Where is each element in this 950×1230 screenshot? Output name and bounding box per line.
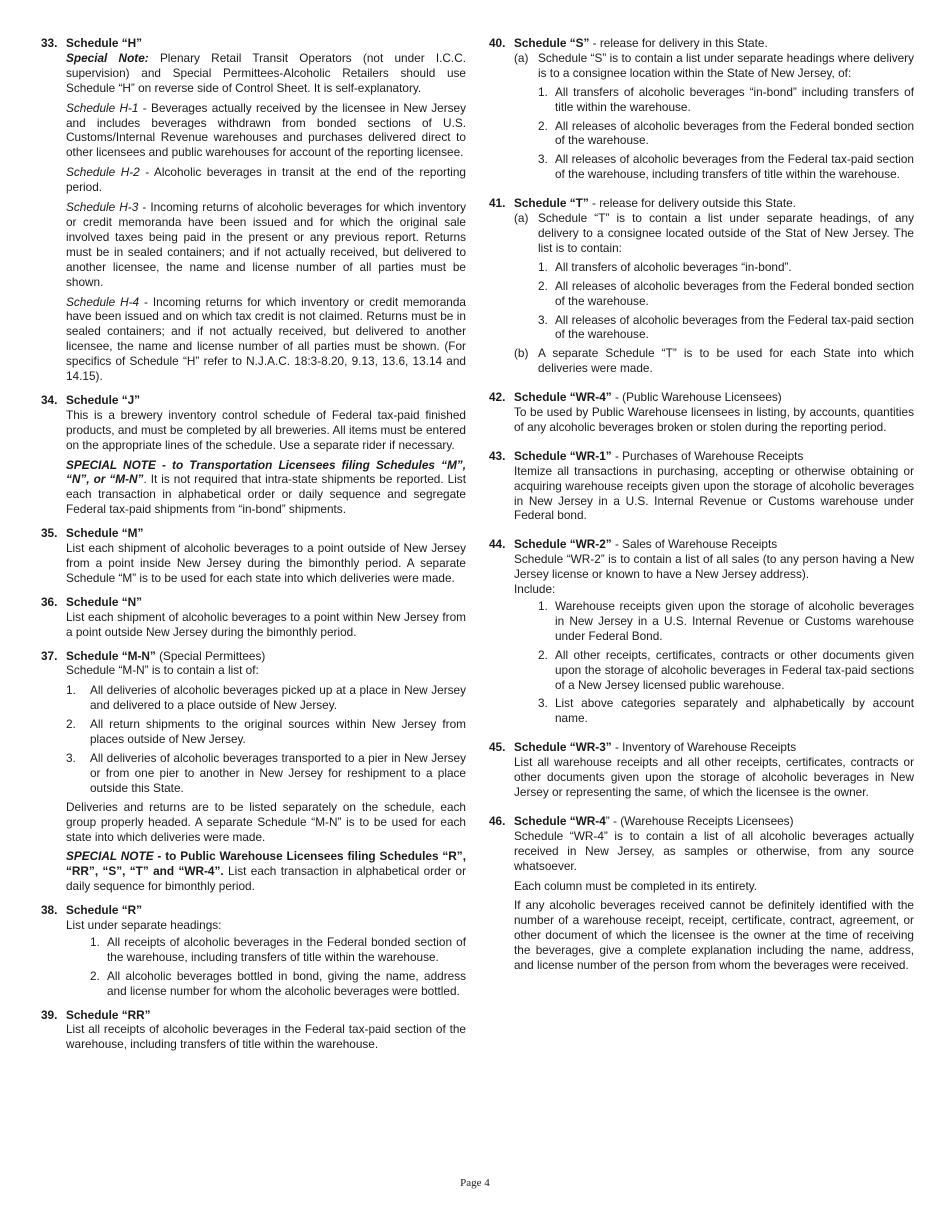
section-text: List each shipment of alcoholic beverages to a point outside of New Jersey from a point inside New Jersey during the bimonthly period. A separate Schedule “M” is to be used for each state into which deliveries were made. [66,541,466,585]
list-item: 1. All receipts of alcoholic beverages in the Federal bonded section of the warehouse, including transfers of title within the warehouse. [90,934,466,964]
section-number: 35. [41,526,58,541]
section-text: List all warehouse receipts and all other receipts, certificates, contracts or other documents given upon the storage of alcoholic beverages in New Jersey or representing the same, of which the licensee is the owner. [514,755,914,799]
list-item: 2. All return shipments to the original sources within New Jersey from places outside of New Jersey. [66,717,466,747]
section-34 [41,393,466,517]
section-45 [489,740,914,800]
list-item: 2. All alcoholic beverages bottled in bond, giving the name, address and license number for whom the alcoholic beverages were bottled. [90,968,466,998]
list-item-b: (b) A separate Schedule “T” is to be used for each State into which deliveries were made. [514,346,914,376]
section-title: Schedule “WR-1” - Purchases of Warehouse Receipts [514,448,804,463]
list-item-a: (a) Schedule “T” is to contain a list under separate headings, of any delivery to a consignee located outside of the Stat of New Jersey. The list is to contain: [514,211,914,255]
section-number: 46. [489,813,506,828]
special-note: SPECIAL NOTE - to Public Warehouse Licensees filing Schedules “R”, “RR”, “S”, “T” and “WR-4”. List each transaction in alphabetical order or daily sequence for bimonthly period. [66,849,466,894]
right-column [489,36,914,982]
section-title: Schedule “WR-3” - Inventory of Warehouse Receipts [514,740,797,755]
list-item: 2. All other receipts, certificates, contracts or other documents given upon the storage of alcoholic beverages in Federal tax-paid sections of a New Jersey licensed public warehouse. [538,647,914,692]
section-number: 44. [489,537,506,552]
section-title: Schedule “M-N” (Special Permittees) [66,648,266,663]
section-text: Schedule “WR-2” is to contain a list of all sales (to any person having a New Jersey license or known to have a New Jersey address). [514,552,914,582]
section-38 [41,903,466,998]
include-label: Include: [514,582,556,597]
list-item: 3. All releases of alcoholic beverages from the Federal tax-paid section of the warehouse, including transfers of title within the warehouse. [538,152,914,182]
section-number: 37. [41,648,58,663]
section-intro: Schedule “M-N” is to contain a list of: [66,663,259,678]
section-text: Itemize all transactions in purchasing, accepting or otherwise obtaining or acquiring warehouse receipts given upon the storage of alcoholic beverages in New Jersey in a U.S. Internal Revenue or Customs warehouse under Federal bond. [514,463,914,523]
list-item: 1. All transfers of alcoholic beverages “in-bond” including transfers of title within the warehouse. [538,84,914,114]
list-item: 3. All deliveries of alcoholic beverages transported to a pier in New Jersey or from one pier to another in New Jersey for reshipment to a place outside this State. [66,750,466,795]
left-column [41,36,466,1061]
section-46 [489,814,914,973]
list-item: 3. List above categories separately and alphabetically by account name. [538,696,914,726]
section-title: Schedule “M” [66,526,144,541]
section-number: 43. [489,448,506,463]
list-item: 1. All deliveries of alcoholic beverages picked up at a place in New Jersey and delivered to a place outside of New Jersey. [66,683,466,713]
section-text: List all receipts of alcoholic beverages in the Federal tax-paid section of the warehouse, including transfers of title within the warehouse. [66,1022,466,1052]
section-41 [489,196,914,376]
special-note: Special Note: Plenary Retail Transit Operators (not under I.C.C. supervision) and Special Permittees-Alcoholic Retailers should use Schedule “H” on reverse side of Control Sheet. It is self-explanatory. [66,50,467,95]
section-36 [41,595,466,640]
section-43 [489,449,914,524]
section-title: Schedule “WR-2” - Sales of Warehouse Receipts [514,537,778,552]
section-title: Schedule “H” [66,36,143,50]
list-item: 1. Warehouse receipts given upon the storage of alcoholic beverages in New Jersey in a U.S. Internal Revenue or Customs warehouse under Federal Bond. [538,599,914,643]
section-39 [41,1008,466,1053]
section-text: Schedule “WR-4” is to contain a list of all alcoholic beverages actually received in New Jersey, as samples or otherwise, from any source whatsoever. [514,828,914,873]
page-number: Page 4 [460,1177,490,1189]
section-35 [41,526,466,586]
section-title: Schedule “J” [66,392,141,407]
section-number: 34. [41,392,58,407]
section-text: To be used by Public Warehouse licensees in listing, by accounts, quantities of any alcoholic beverages broken or stolen during the reporting period. [514,405,914,434]
section-37 [41,649,466,895]
section-42 [489,390,914,435]
section-title: Schedule “R” [66,903,143,918]
list-item: 2. All releases of alcoholic beverages from the Federal bonded section of the warehouse. [538,278,914,308]
section-number: 42. [489,390,506,405]
section-number: 33. [41,36,58,50]
section-title: Schedule “WR-4” - (Warehouse Receipts Licensees) [514,813,794,828]
section-number: 45. [489,740,506,755]
section-text: Deliveries and returns are to be listed separately on the schedule, each group properly headed. A separate Schedule “M-N” is to be used for each state into which deliveries were made. [66,799,466,844]
section-text: List each shipment of alcoholic beverages to a point within New Jersey from a point outside New Jersey during the bimonthly period. [66,609,466,639]
section-33 [41,36,466,384]
special-note: SPECIAL NOTE - to Transportation Licensees filing Schedules “M”, “N”, or “M-N”. It is not required that intra-state shipments be reported. List each transaction in alphabetical order or daily sequence and segregate Federal tax-paid shipments from “in-bond” shipments. [66,457,466,517]
section-40 [489,36,914,182]
section-text-3: If any alcoholic beverages received cannot be definitely identified with the number of a warehouse receipt, receipt, certificate, contract, agreement, or other document of which the licensee is the owner at the time of receiving the beverages, give a complete explanation including the name, address, and license number of the person from whom the beverages were received. [514,898,914,973]
section-44 [489,537,914,726]
schedule-h1-paragraph: Schedule H-1 - Beverages actually received by the licensee in New Jersey and includes beverages withdrawn from bonded sections of U.S. Customs/Internal Revenue warehouses and purchases delivered direct to other licensees and public warehouses for account of the reporting licensee. [66,100,467,160]
schedule-h3-paragraph: Schedule H-3 - Incoming returns of alcoholic beverages for which inventory or credit memoranda have been issued and for which the original sale involved taxes being paid in the present or any previous report. Returns must be in sealed containers; and if not actually received, but delivered to another licensee, the name and license number of all parties must be shown. [66,200,467,289]
list-item: 1. All transfers of alcoholic beverages “in-bond”. [538,259,792,274]
list-item: 3. All releases of alcoholic beverages from the Federal tax-paid section of the warehouse. [538,312,914,342]
section-title: Schedule “T” - release for delivery outside this State. [514,196,796,211]
schedule-h2-paragraph: Schedule H-2 - Alcoholic beverages in transit at the end of the reporting period. [66,165,466,195]
section-title: Schedule “RR” [66,1007,151,1022]
section-number: 39. [41,1007,58,1022]
list-item: 2. All releases of alcoholic beverages from the Federal bonded section of the warehouse. [538,118,914,148]
section-text-2: Each column must be completed in its entirety. [514,878,758,893]
section-title: Schedule “WR-4” - (Public Warehouse Licensees) [514,390,782,405]
list-item-a: (a) Schedule “S” is to contain a list under separate headings where delivery is to a consignee location within the State of New Jersey, of: [514,50,914,80]
section-title: Schedule “S” - release for delivery in this State. [514,36,768,50]
schedule-h4-paragraph: Schedule H-4 - Incoming returns for which inventory or credit memoranda have been issued and on which tax credit is not claimed. Returns must be in sealed containers; and if not actually received, but delivered to another licensee, the name and license number of all parties must be shown. (For specifics of Schedule “H” refer to N.J.A.C. 18:3-8.20, 9.13, 13.6, 13.14 and 14.15). [66,294,466,384]
section-number: 40. [489,36,506,50]
section-number: 36. [41,594,58,609]
section-number: 38. [41,903,58,918]
section-number: 41. [489,196,506,211]
section-intro: List under separate headings: [66,918,222,933]
section-text: This is a brewery inventory control schedule of Federal tax-paid finished products, and must be completed by all breweries. All items must be entered on the appropriate lines of the schedule. Use a separate rider if necessary. [66,407,466,452]
section-title: Schedule “N” [66,594,143,609]
